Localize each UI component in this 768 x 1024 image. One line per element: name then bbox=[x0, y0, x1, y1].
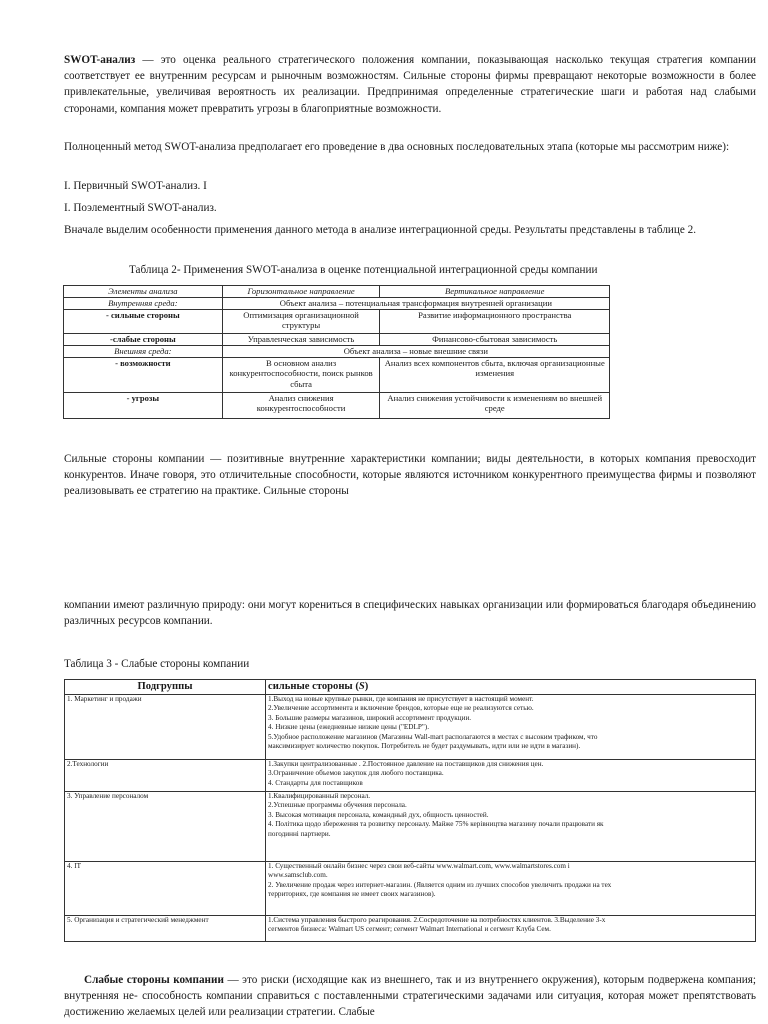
list-item: 4. Політика щодо збереження та розвитку персоналу. Майже 75% керівництва магазину почали працювати як bbox=[268, 820, 604, 829]
opportunities-label: - возможности bbox=[64, 358, 223, 393]
list-item: 4. Стандарты для поставщиков bbox=[268, 778, 363, 787]
list-item: www.samsclub.com. bbox=[268, 871, 328, 880]
threats-vertical: Анализ снижения устойчивости к изменениям во внешней среде bbox=[380, 393, 610, 419]
table2-header-elements: Элементы анализа bbox=[64, 286, 223, 298]
threats-horizontal: Анализ снижения конкурентоспособности bbox=[222, 393, 380, 419]
weaknesses-text: — это риски (исходящие как из внешнего, так и из внутреннего окружения), которым подвержена компания; внутренняя не- способность компании справиться с поставленными стратегическими задачами или ситуация, которая может препятствовать достижению желаемых целей или реализации стратегии. Слабые bbox=[64, 974, 756, 1019]
internal-env-label: Внутренняя среда: bbox=[64, 298, 223, 310]
list-item: 3.Ограничение объемов закупок для любого поставщика. bbox=[268, 769, 444, 778]
weaknesses-paragraph bbox=[64, 972, 756, 1021]
strengths-nature-paragraph: компании имеют различную природу: они могут корениться в специфических навыках организации или формироваться благодаря объединению различных ресурсов компании. bbox=[64, 599, 756, 628]
strengths-horizontal: Оптимизация организационной структуры bbox=[222, 310, 380, 334]
strengths-vertical: Развитие информационного пространства bbox=[380, 310, 610, 334]
method-paragraph: Полноценный метод SWOT-анализа предполагает его проведение в два основных последовательных этапа (которые мы рассмотрим ниже): bbox=[64, 141, 730, 153]
external-env-object: Объект анализа – новые внешние связи bbox=[222, 346, 609, 358]
internal-env-object: Объект анализа – потенциальная трансформация внутренней организации bbox=[222, 298, 609, 310]
threats-label: - угрозы bbox=[64, 393, 223, 419]
swot-table bbox=[63, 285, 610, 419]
list-item: 3. Большие размеры магазинов, широкий ассортимент продукции. bbox=[268, 713, 472, 722]
strength-header-prefix: сильные стороны ( bbox=[268, 681, 359, 693]
external-env-label: Внешняя среда: bbox=[64, 346, 223, 358]
swot-term: SWOT-анализ bbox=[64, 54, 136, 66]
table-row-group: 1. Маркетинг и продажи bbox=[65, 695, 266, 760]
table-row-group: 3. Управление персоналом bbox=[65, 792, 266, 862]
list-item: 5.Удобное расположение магазинов (Магазины Wall-mart располагаются в местах с высоким трафиком, что bbox=[268, 732, 598, 741]
table-row-group: 2.Технологии bbox=[65, 760, 266, 792]
weaknesses-horizontal: Управленческая зависимость bbox=[222, 334, 380, 346]
table3-header-strengths bbox=[266, 680, 756, 695]
features-paragraph: Вначале выделим особенности применения данного метода в анализе интеграционной среды. Результаты представлены в таблице 2. bbox=[64, 224, 697, 236]
strength-header-suffix: ) bbox=[364, 681, 369, 693]
weaknesses-label: -слабые стороны bbox=[64, 334, 223, 346]
table-row-items bbox=[266, 916, 756, 942]
list-item: 3. Высокая мотивация персонала, командный дух, общность ценностей. bbox=[268, 810, 489, 819]
list-item: 1.Выход на новые крупные рынки, где компания не присутствует в настоящий момент. bbox=[268, 695, 534, 703]
strengths-paragraph: Сильные стороны компании — позитивные внутренние характеристики компании; виды деятельности, в которых компания превосходит конкурентов. Иначе говоря, это отличительные способности, которые являются источником конкурентного преимущества фирмы и позволяют реализовывать ее стратегию на практике. Сильные стороны bbox=[64, 453, 756, 498]
list-item: 2.Успешные программы обучения персонала. bbox=[268, 801, 407, 810]
list-item: 1.Квалифицированный персонал. bbox=[268, 792, 371, 800]
list-item: максимизирует количество покупок. Потребитель не будет раздумывать, идти или не идти в магазин). bbox=[268, 742, 581, 751]
table3-header-groups: Подгруппы bbox=[65, 680, 266, 695]
opportunities-horizontal: В основном анализ конкурентоспособности, поиск рынков сбыта bbox=[222, 358, 380, 393]
intro-paragraph bbox=[64, 52, 756, 117]
list-item: сегментов бизнеса: Walmart US сегмент; сегмент Walmart International и сегмент Клуба Сем. bbox=[268, 925, 551, 934]
table-row-group: 5. Организация и стратегический менеджмент bbox=[65, 916, 266, 942]
weaknesses-table bbox=[64, 679, 756, 942]
table2-header-horizontal: Горизонтальное направление bbox=[222, 286, 380, 298]
table-row-items bbox=[266, 695, 756, 760]
intro-text: — это оценка реального стратегического положения компании, показывающая насколько текущая стратегия компании соответствует ее внутренним ресурсам и рыночным возможностям. Сильные стороны фирмы превращают некоторые возможности в более привлекательные, увеличивая вероятность их реализации. Предпринимая определенные стратегические шаги и работая над слабыми сторонами, компания может превратить угрозы в благоприятные возможности. bbox=[64, 54, 756, 115]
list-item: 1.Закупки централизованные . 2.Постоянное давление на поставщиков для снижения цен. bbox=[268, 760, 544, 768]
list-item: погодинні партнери. bbox=[268, 829, 331, 838]
table-row-items bbox=[266, 760, 756, 792]
list-item: территориях, где компания не имеет своих магазинов). bbox=[268, 890, 436, 899]
list-item: 2.Увеличение ассортимента и включение брендов, которые еще не реализуются сетью. bbox=[268, 704, 534, 713]
list-item: 2. Увеличение продаж через интернет-магазин. (Является одним из лучших способов увеличить продажи на тех bbox=[268, 880, 612, 889]
table-row-items bbox=[266, 862, 756, 916]
opportunities-vertical: Анализ всех компонентов сбыта, включая организационные изменения bbox=[380, 358, 610, 393]
strength-header-s: S bbox=[358, 681, 365, 693]
list-item: 1.Система управления быстрого реагирования. 2.Сосредоточение на потребностях клиентов. 3.Выделение 3-х bbox=[268, 916, 606, 924]
step-two: I. Поэлементный SWOT-анализ. bbox=[64, 202, 217, 214]
table3-caption: Таблица 3 - Слабые стороны компании bbox=[64, 658, 250, 670]
weaknesses-term: Слабые стороны компании bbox=[84, 974, 224, 986]
list-item: 1. Существенный онлайн бизнес через свои веб-сайты www.walmart.com, www.walmartstores.com і bbox=[268, 862, 570, 870]
table-row-items bbox=[266, 792, 756, 862]
strengths-label: - сильные стороны bbox=[64, 310, 223, 334]
table2-caption: Таблица 2- Применения SWOT-анализа в оценке потенциальной интеграционной среды компании bbox=[129, 264, 598, 276]
step-one: I. Первичный SWOT-анализ. I bbox=[64, 180, 207, 192]
table2-header-vertical: Вертикальное направление bbox=[380, 286, 610, 298]
table-row-group: 4. IT bbox=[65, 862, 266, 916]
list-item: 4. Низкие цены (ежедневные низкие цены ("EDLP"). bbox=[268, 723, 429, 732]
weaknesses-vertical: Финансово-сбытовая зависимость bbox=[380, 334, 610, 346]
